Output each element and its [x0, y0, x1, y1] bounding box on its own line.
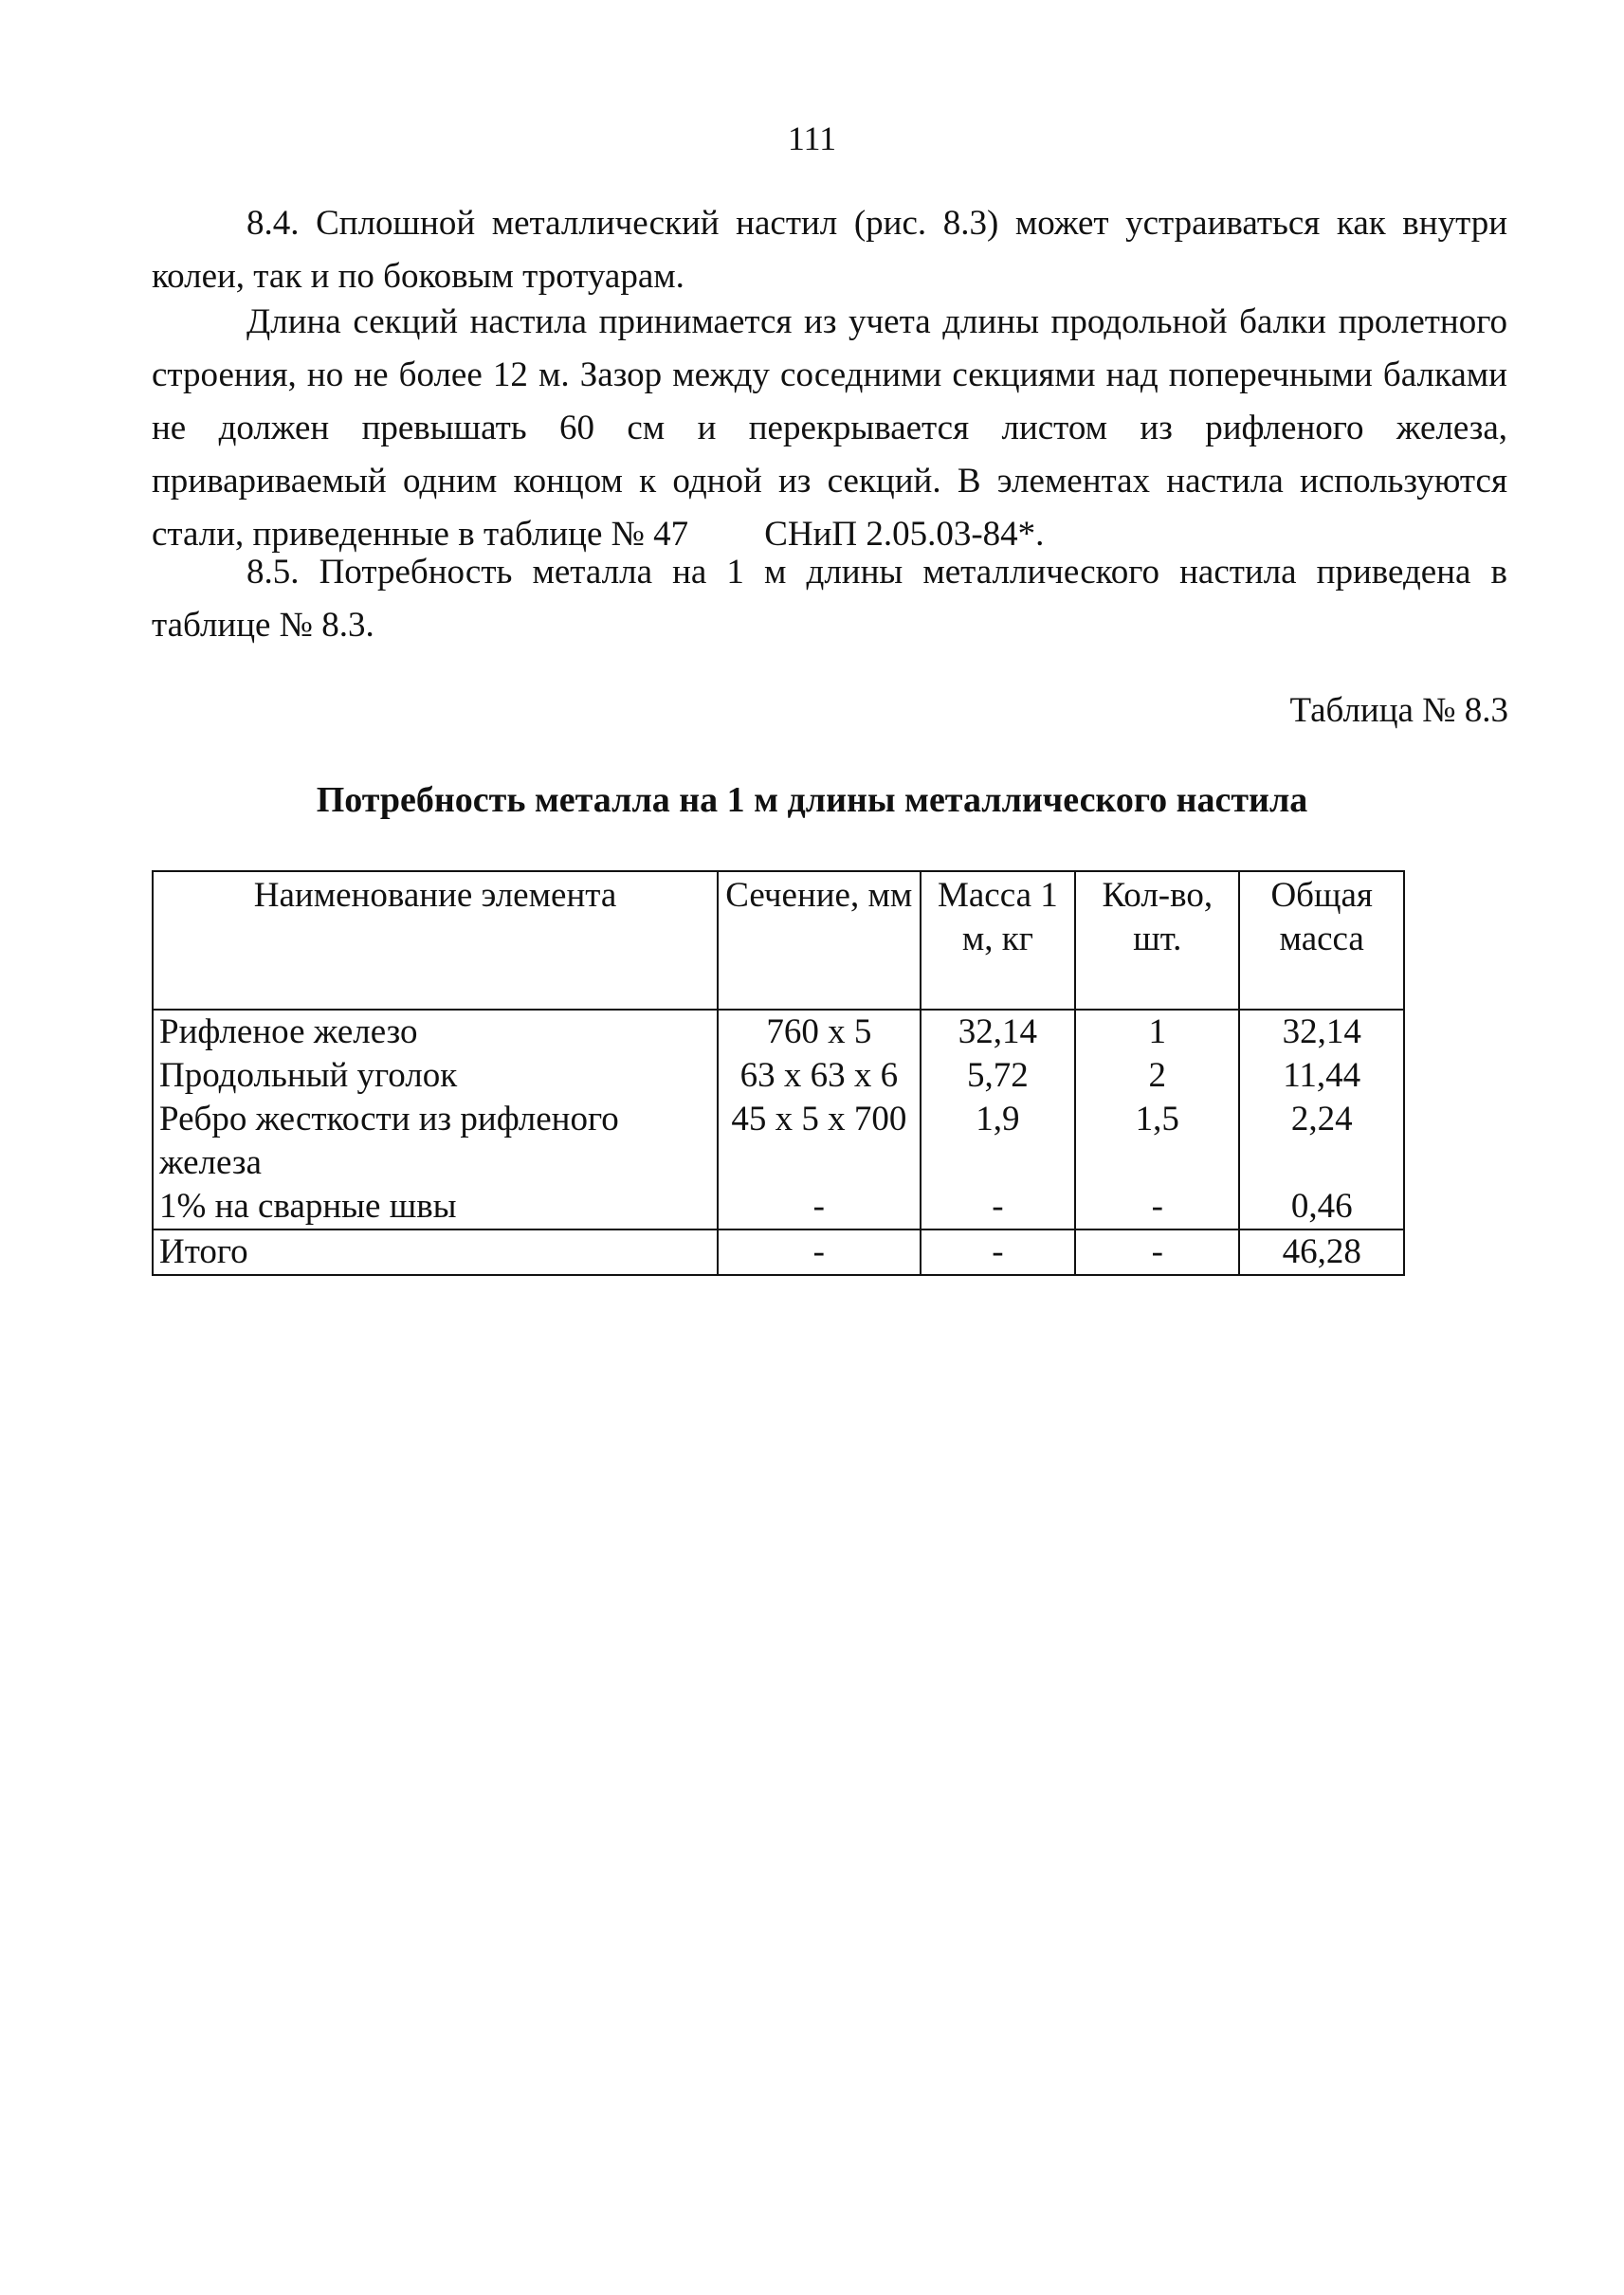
cell-section: -	[718, 1229, 921, 1275]
table-header-row	[153, 871, 1404, 1010]
cell-mass-per-m: -	[921, 1229, 1076, 1275]
cell-name: Продольный уголок	[153, 1054, 718, 1098]
cell-total-mass: 11,44	[1239, 1054, 1404, 1098]
snip-reference: СНиП 2.05.03-84*.	[764, 515, 1045, 554]
cell-count: 2	[1075, 1054, 1239, 1098]
cell-section: 45 х 5 х 700	[718, 1098, 921, 1185]
paragraph-8-5-text: 8.5. Потребность металла на 1 м длины металлического настила приведена в таблице № 8.3.	[152, 553, 1507, 645]
table-row	[153, 1054, 1404, 1098]
cell-name: Рифленое железо	[153, 1010, 718, 1054]
cell-mass-per-m: 32,14	[921, 1010, 1076, 1054]
header-total-mass: Общая масса	[1239, 871, 1404, 1010]
cell-mass-per-m: 1,9	[921, 1098, 1076, 1185]
table-row	[153, 1010, 1404, 1054]
header-section: Сечение, мм	[718, 871, 921, 1010]
table-total-row	[153, 1229, 1404, 1275]
table-title: Потребность металла на 1 м длины металлического настила	[316, 780, 1308, 820]
cell-name: 1% на сварные швы	[153, 1185, 718, 1229]
cell-section: -	[718, 1185, 921, 1229]
paragraph-8-4	[152, 197, 1507, 303]
cell-grand-total: 46,28	[1239, 1229, 1404, 1275]
paragraph-section-length-text: Длина секций настила принимается из учета длины продольной балки пролетного строения, но не более 12 м. Зазор между соседними секциями над поперечными балками не должен превышать 60 см и перекрывается листом из рифленого железа, привариваемый одним концом к одной из секций. В элементах настила используются стали, приведенные в таблице № 47	[152, 302, 1507, 554]
header-name: Наименование элемента	[153, 871, 718, 1010]
cell-count: 1	[1075, 1010, 1239, 1054]
table-caption: Таблица № 8.3	[1289, 691, 1508, 730]
cell-total-label: Итого	[153, 1229, 718, 1275]
paragraph-8-5	[152, 546, 1507, 652]
table-row	[153, 1185, 1404, 1229]
page-number: 111	[787, 119, 837, 157]
cell-count: -	[1075, 1185, 1239, 1229]
cell-name: Ребро жесткости из рифленого железа	[153, 1098, 718, 1185]
header-mass-per-m: Масса 1 м, кг	[921, 871, 1076, 1010]
cell-total-mass: 2,24	[1239, 1098, 1404, 1185]
cell-count: 1,5	[1075, 1098, 1239, 1185]
cell-count: -	[1075, 1229, 1239, 1275]
paragraph-8-4-text: 8.4. Сплошной металлический настил (рис. 8.3) может устраиваться как внутри колеи, так и по боковым тротуарам.	[152, 204, 1507, 296]
paragraph-section-length	[152, 296, 1507, 561]
cell-section: 760 х 5	[718, 1010, 921, 1054]
header-count: Кол-во, шт.	[1075, 871, 1239, 1010]
cell-mass-per-m: 5,72	[921, 1054, 1076, 1098]
cell-section: 63 х 63 х 6	[718, 1054, 921, 1098]
cell-total-mass: 0,46	[1239, 1185, 1404, 1229]
table-row	[153, 1098, 1404, 1185]
cell-total-mass: 32,14	[1239, 1010, 1404, 1054]
cell-mass-per-m: -	[921, 1185, 1076, 1229]
metal-requirement-table	[152, 870, 1405, 1276]
